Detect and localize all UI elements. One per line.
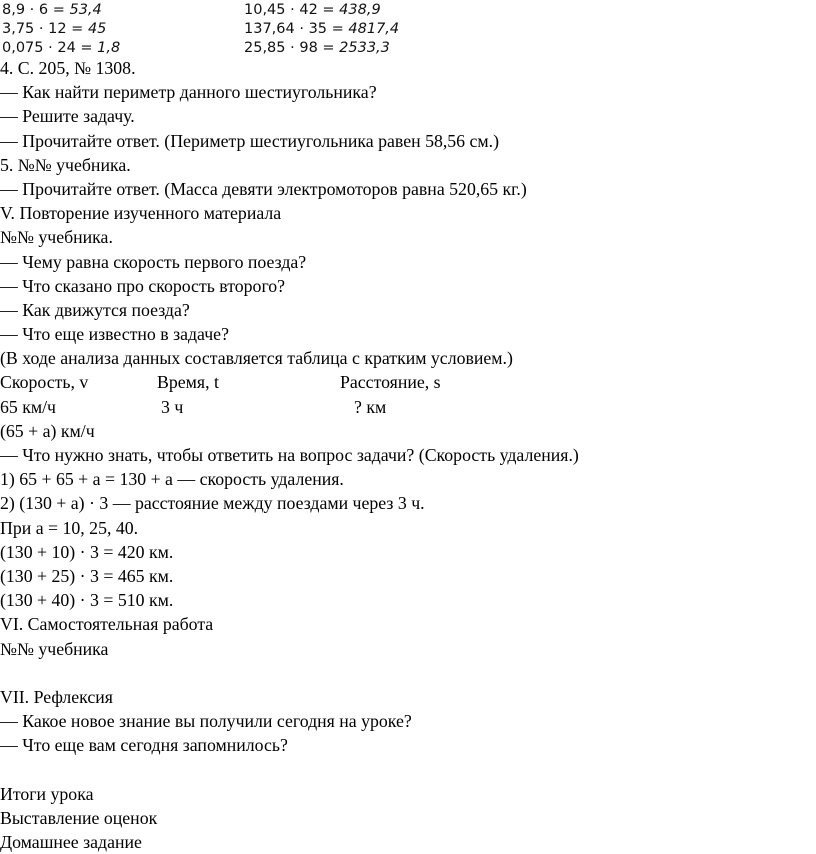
text-line: 2) (130 + а) · 3 — расстояние между поездами через 3 ч. (0, 493, 425, 514)
text-line: Итоги урока (0, 783, 94, 804)
text-line: №№ учебника (0, 638, 109, 659)
text-line: №№ учебника. (0, 227, 113, 248)
section-heading: VI. Самостоятельная работа (0, 614, 214, 635)
text-line: — Решите задачу. (0, 106, 135, 127)
text-line: — Прочитайте ответ. (Периметр шестиугольника равен 58,56 см.) (0, 130, 500, 151)
section-heading: V. Повторение изученного материала (0, 203, 282, 224)
table-cell: ? км (354, 396, 387, 417)
table-cell: (65 + а) км/ч (0, 420, 95, 441)
table-row (0, 419, 816, 443)
text-line: (130 + 40) · 3 = 510 км. (0, 590, 174, 611)
table-header-cell: Скорость, v (0, 372, 89, 393)
table-cell: 3 ч (161, 396, 184, 417)
table-header-cell: Время, t (157, 372, 219, 393)
text-line: — Чему равна скорость первого поезда? (0, 251, 307, 272)
table-cell: 65 км/ч (0, 396, 57, 417)
table-header-cell: Расстояние, s (340, 372, 441, 393)
text-line: Домашнее задание (0, 832, 142, 852)
text-line: — Что нужно знать, чтобы ответить на вопрос задачи? (Скорость удаления.) (0, 445, 579, 465)
table-header-row (0, 370, 816, 394)
text-line: (В ходе анализа данных составляется таблица с кратким условием.) (0, 348, 513, 369)
equation: 137,64 · 35 = 4817,4 (244, 21, 400, 37)
equations-block (0, 0, 816, 58)
text-line: Выставление оценок (0, 807, 158, 828)
blank-line (0, 757, 816, 781)
document-body (0, 56, 816, 854)
equation: 8,9 · 6 = 53,4 (2, 2, 102, 18)
blank-line (0, 661, 816, 685)
text-line: (130 + 25) · 3 = 465 км. (0, 565, 174, 586)
text-line: — Что еще вам сегодня запомнилось? (0, 735, 288, 756)
text-line: 1) 65 + 65 + а = 130 + а — скорость удаления. (0, 469, 344, 490)
text-line: — Как найти периметр данного шестиугольника? (0, 82, 377, 103)
text-line: 4. С. 205, № 1308. (0, 58, 136, 78)
equation: 3,75 · 12 = 45 (2, 21, 107, 37)
text-line: — Что еще известно в задаче? (0, 324, 229, 345)
text-line: — Что сказано про скорость второго? (0, 275, 286, 296)
equation: 25,85 · 98 = 2533,3 (244, 40, 390, 56)
text-line: При а = 10, 25, 40. (0, 517, 139, 538)
table-row (0, 395, 816, 419)
text-line: — Прочитайте ответ. (Масса девяти электромоторов равна 520,65 кг.) (0, 178, 527, 199)
text-line: — Какое новое знание вы получили сегодня на уроке? (0, 711, 412, 732)
equation: 10,45 · 42 = 438,9 (244, 2, 381, 18)
text-line: (130 + 10) · 3 = 420 км. (0, 541, 174, 562)
text-line: 5. №№ учебника. (0, 154, 131, 175)
section-heading: VII. Рефлексия (0, 686, 113, 707)
equation: 0,075 · 24 = 1,8 (2, 40, 121, 56)
text-line: — Как движутся поезда? (0, 299, 190, 320)
